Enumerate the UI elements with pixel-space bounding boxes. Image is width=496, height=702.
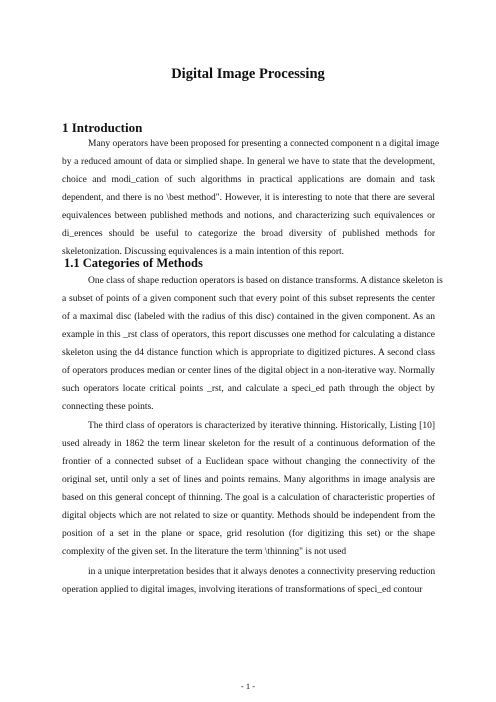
paragraph-line: of a maximal disc (labeled with the radius of this disc) contained in the given component. As an [62, 312, 435, 322]
paragraph-line: frontier of a connected subset of a Euclidean space without changing the connectivity of the [62, 457, 435, 467]
paragraph-line: digital objects which are not related to size or quantity. Methods should be independent from the [62, 511, 435, 521]
paragraph-line: of operators produces median or center lines of the digital object in a non-iterative way. Normally [62, 366, 435, 376]
paragraph-line: in a unique interpretation besides that it always denotes a connectivity preserving reduction [88, 567, 436, 577]
paragraph-line: a subset of points of a given component such that every point of this subset represents the center [62, 294, 435, 304]
paragraph-line: dependent, and there is no \best method". However, it is interesting to note that there are several [62, 193, 435, 203]
section-heading-introduction: 1 Introduction [62, 120, 143, 135]
paragraph-line: One class of shape reduction operators is based on distance transforms. A distance skeleton is [88, 276, 443, 286]
document-title: Digital Image Processing [171, 66, 325, 82]
page-number: - 1 - [240, 681, 256, 691]
paragraph-line: Many operators have been proposed for presenting a connected component n a digital image [88, 139, 440, 149]
paragraph-line: operation applied to digital images, involving iterations of transformations of speci_ed contour [62, 585, 423, 595]
paragraph-line: such operators locate critical points _rst, and calculate a speci_ed path through the object by [62, 384, 435, 394]
paragraph-line: example in this _rst class of operators, this report discusses one method for calculating a distance [62, 330, 435, 340]
paragraph-line: di_erences should be useful to categorize the broad diversity of published methods for [62, 229, 435, 239]
categories-paragraph-2 [62, 417, 435, 561]
section-heading-categories: 1.1 Categories of Methods [64, 256, 203, 270]
paragraph-line: skeletonization. Discussing equivalences is a main intention of this report. [62, 247, 345, 257]
paragraph-line: based on this general concept of thinning. The goal is a calculation of characteristic properties of [62, 493, 435, 503]
paragraph-line: skeleton using the d4 distance function which is appropriate to digitized pictures. A second class [62, 348, 435, 358]
paragraph-line: by a reduced amount of data or simplied shape. In general we have to state that the development, [62, 157, 435, 167]
categories-paragraph-1 [62, 272, 443, 416]
paragraph-line: complexity of the given set. In the literature the term \thinning" is not used [62, 547, 347, 557]
paragraph-line: equivalences between published methods and notions, and characterizing such equivalences or [62, 211, 435, 221]
paragraph-line: connecting these points. [62, 402, 154, 412]
paragraph-line: The third class of operators is characterized by iterative thinning. Historically, Listing [10] [88, 421, 435, 431]
paragraph-line: choice and modi_cation of such algorithms in practical applications are domain and task [62, 175, 435, 185]
paragraph-line: used already in 1862 the term linear skeleton for the result of a continuous deformation of the [62, 439, 435, 449]
categories-paragraph-3 [62, 563, 435, 599]
paragraph-line: position of a set in the plane or space, grid resolution (for digitizing this set) or the shape [62, 529, 435, 539]
paragraph-line: original set, until only a set of lines and points remains. Many algorithms in image analysis are [62, 475, 435, 485]
introduction-paragraph [62, 135, 440, 261]
